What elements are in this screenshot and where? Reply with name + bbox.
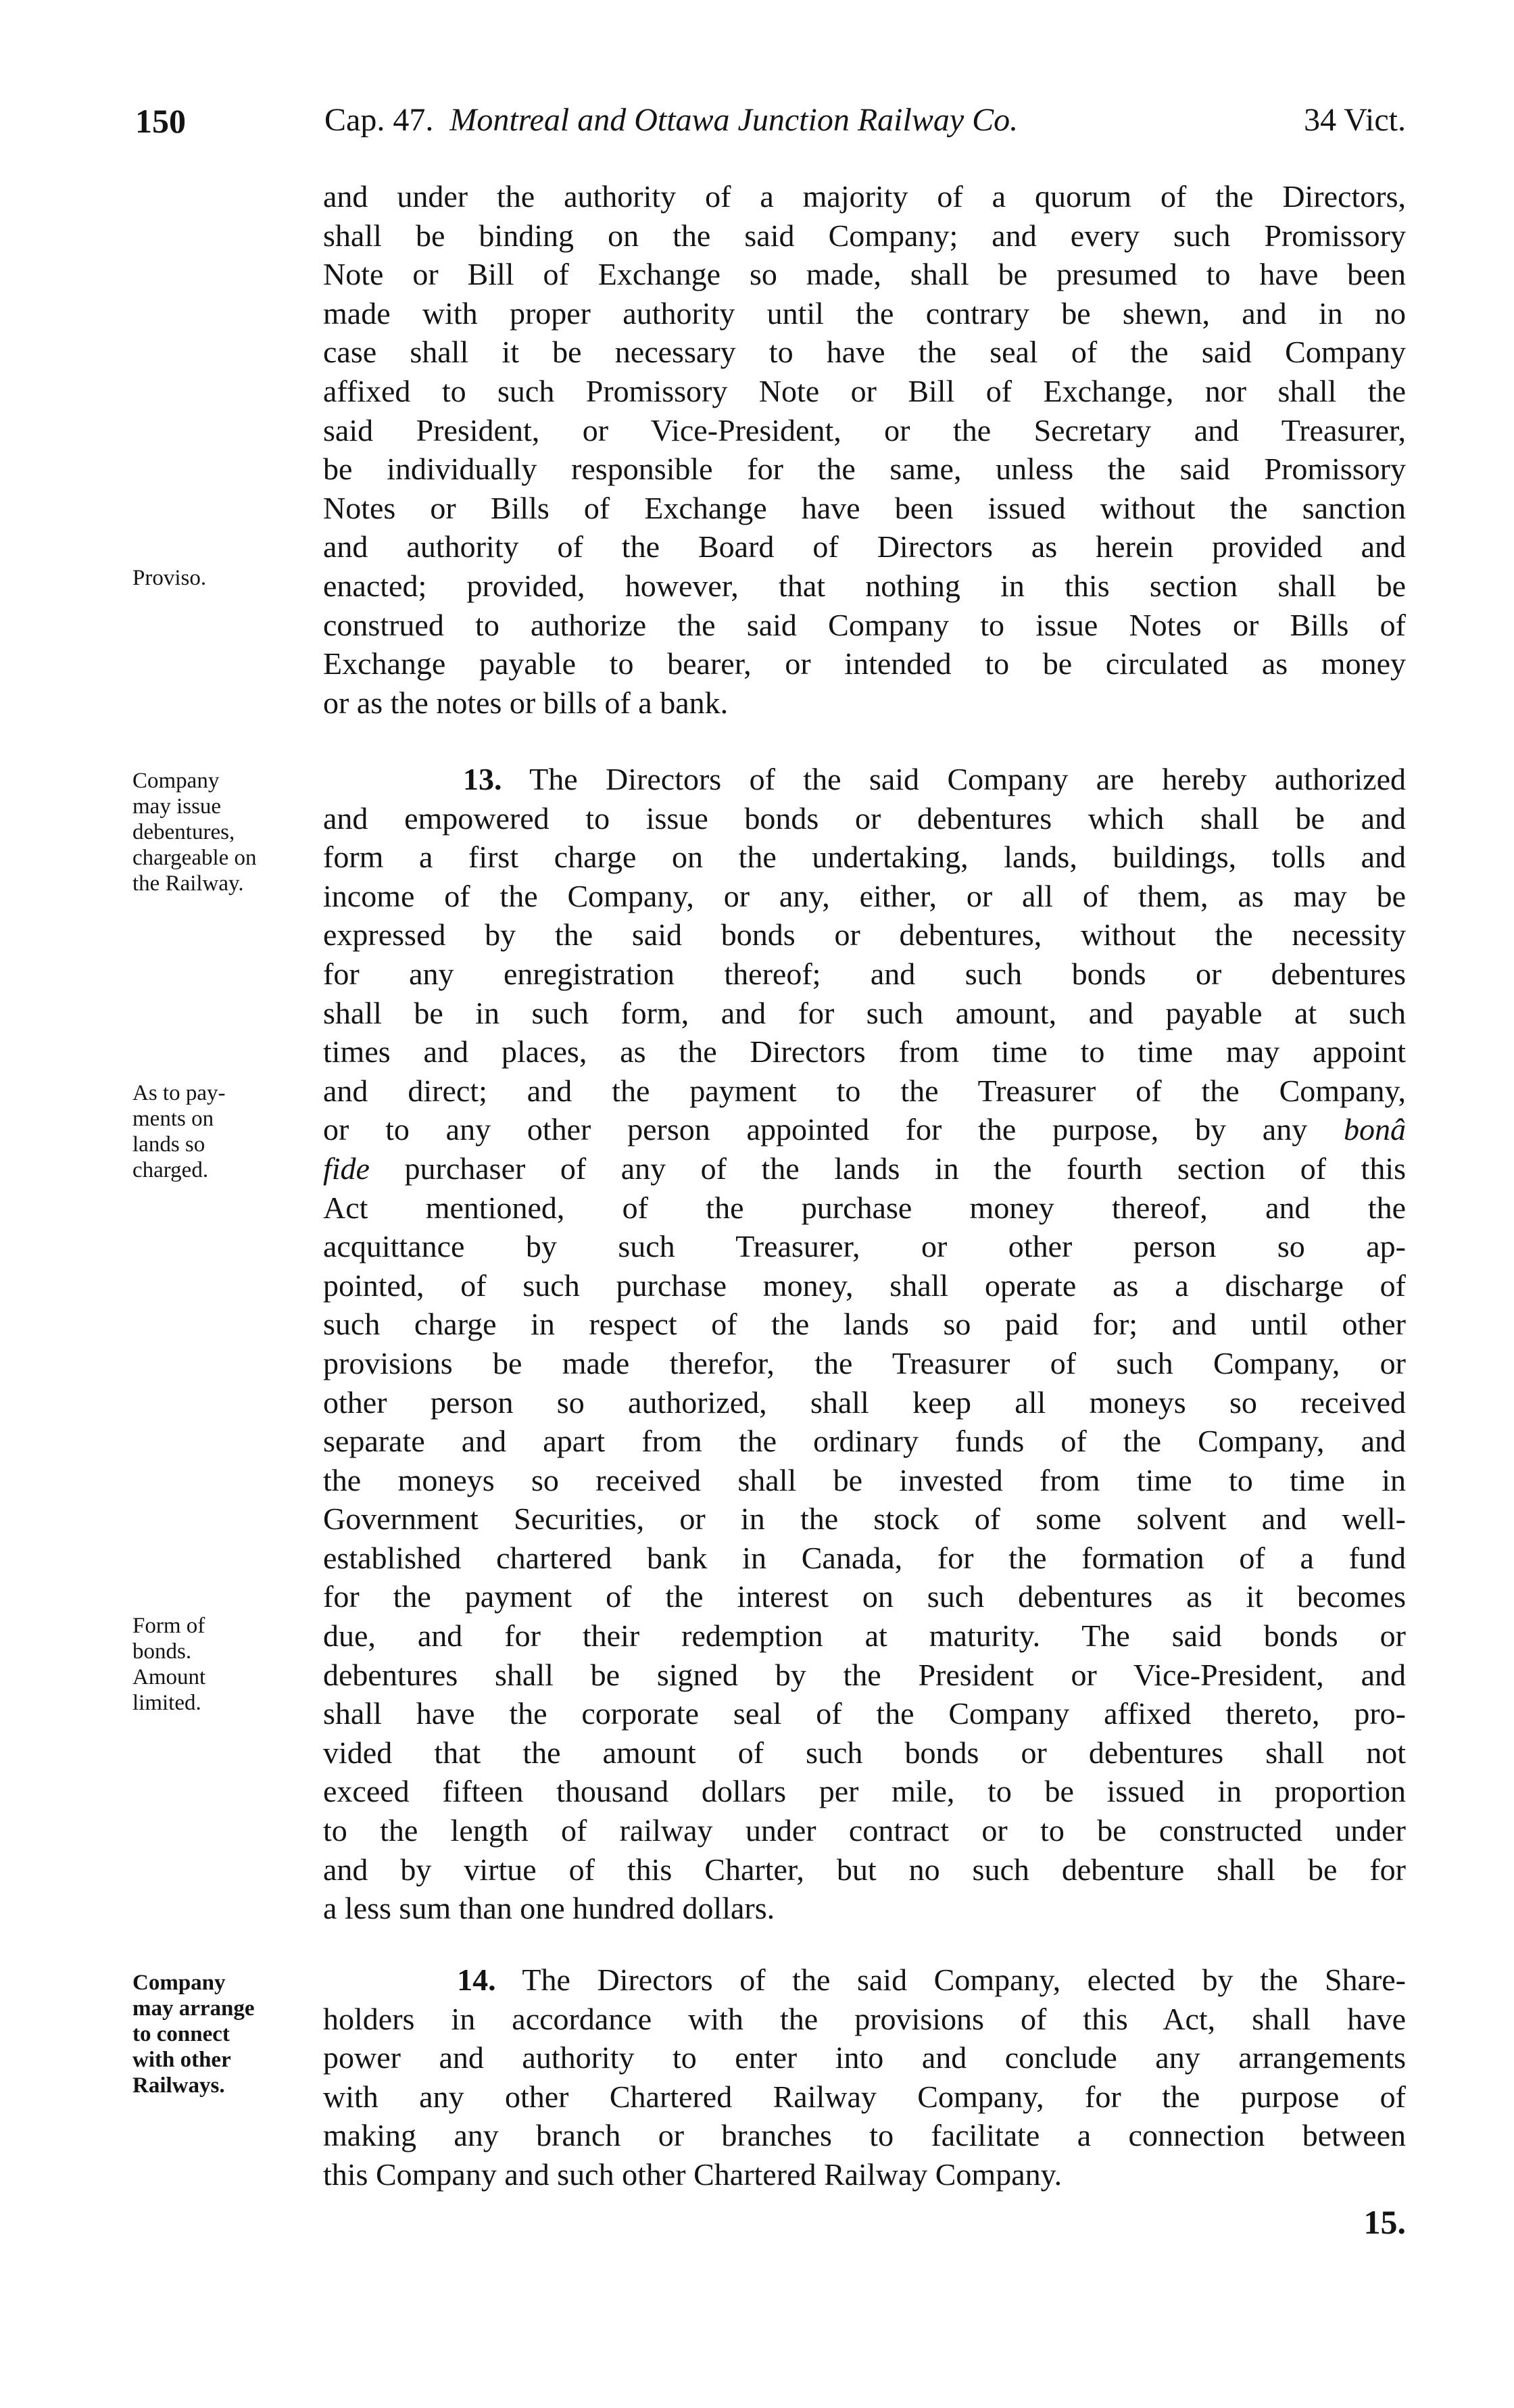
section-14-opening: 14. The Directors of the said Company, elected by the Share- (457, 1962, 1407, 1997)
margin-note-bonds: Form of bonds. Amount limited. (132, 1614, 206, 1715)
margin-note-arrange: Company may arrange to connect with other Railways. (132, 1971, 255, 2098)
section-number: 14. (457, 1962, 496, 1997)
act-title: Montreal and Ottawa Junction Railway Co. (449, 102, 1019, 138)
section-13-opening: 13. The Directors of the said Company are hereby authorized (463, 762, 1406, 796)
section-12-continuation: and under the authority of a majority of a quorum of the Directors, shall be binding on the said Company; and every such Promissory Note or Bill of Exchange so made, shall be presumed to have been made with proper authority until the contrary be shewn, and in no case shall it be necessary to have the seal of the said Company affixed to such Promissory Note or Bill of Exchange, nor shall the said President, or Vice-President, or the Secretary and Treasurer, be individually responsible for the same, unless the said Promissory Notes or Bills of Exchange have been issued without the sanction and authority of the Board of Directors as herein provided and enacted; provided, however, that nothing in this section shall be construed to authorize the said Company to issue Notes or Bills of Exchange payable to bearer, or intended to be circulated as money or as the notes or bills of a bank. (323, 179, 1406, 720)
line-bona: or to any other person appointed for the purpose, by any bonâ (323, 1112, 1407, 1147)
margin-note-debentures: Company may issue debentures, chargeable on the Railway. (132, 769, 257, 896)
section-number: 13. (463, 762, 502, 796)
section-14: 14. The Directors of the said Company, elected by the Share- holders in accordance with the provisions of this Act, shall have power and authority to enter into and conclude any arrangements with any other Chartered Railway Company, for the purpose of making any branch or branches to facilitate a connection between this Company and such other Chartered Railway Company. (323, 1960, 1406, 2194)
chapter-label: Cap. 47. (324, 102, 434, 138)
running-title (324, 101, 1018, 139)
margin-note-proviso: Proviso. (132, 566, 207, 590)
page-number: 150 (135, 102, 186, 140)
catchword: 15. (1363, 2203, 1406, 2241)
section-13: 13. The Directors of the said Company are hereby authorized and empowered to issue bonds or debentures which shall be and form a first charge on the undertaking, lands, buildings, tolls and income of the Company, or any, either, or all of them, as may be expressed by the said bonds or debentures, without the necessity for any enregistration thereof; and such bonds or debentures shall be in such form, and for such amount, and payable at such times and places, as the Directors from time to time may appoint and direct; and the payment to the Treasurer of the Company, or to any other person appointed for the purpose, by any bonâ fide purchaser of any of the lands in the fourth section of this Act mentioned, of the purchase money thereof, and the acquittance by such Treasurer, or other person so ap- pointed, of such purchase money, shall operate as a discharge of such charge in respect of the lands so paid for; and until other provisions be made therefor, the Treasurer of such Company, or other person so authorized, shall keep all moneys so received separate and apart from the ordinary funds of the Company, and the moneys so received shall be invested from time to time in Government Securities, or in the stock of some solvent and well- established chartered bank in Canada, for the formation of a fund for the payment of the interest on such debentures as it becomes due, and for their redemption at maturity. The said bonds or debentures shall be signed by the President or Vice-President, and shall have the corporate seal of the Company affixed thereto, pro- vided that the amount of such bonds or debentures shall not exceed fifteen thousand dollars per mile, to be issued in proportion to the length of railway under contract or to be constructed under and by virtue of this Charter, but no such debenture shall be for a less sum than one hundred dollars. (323, 760, 1406, 1928)
line-fide: fide purchaser of any of the lands in the fourth section of this (323, 1151, 1407, 1186)
margin-note-payments: As to pay- ments on lands so charged. (132, 1081, 226, 1182)
regnal-year: 34 Vict. (1304, 102, 1406, 138)
running-header (135, 101, 1406, 162)
